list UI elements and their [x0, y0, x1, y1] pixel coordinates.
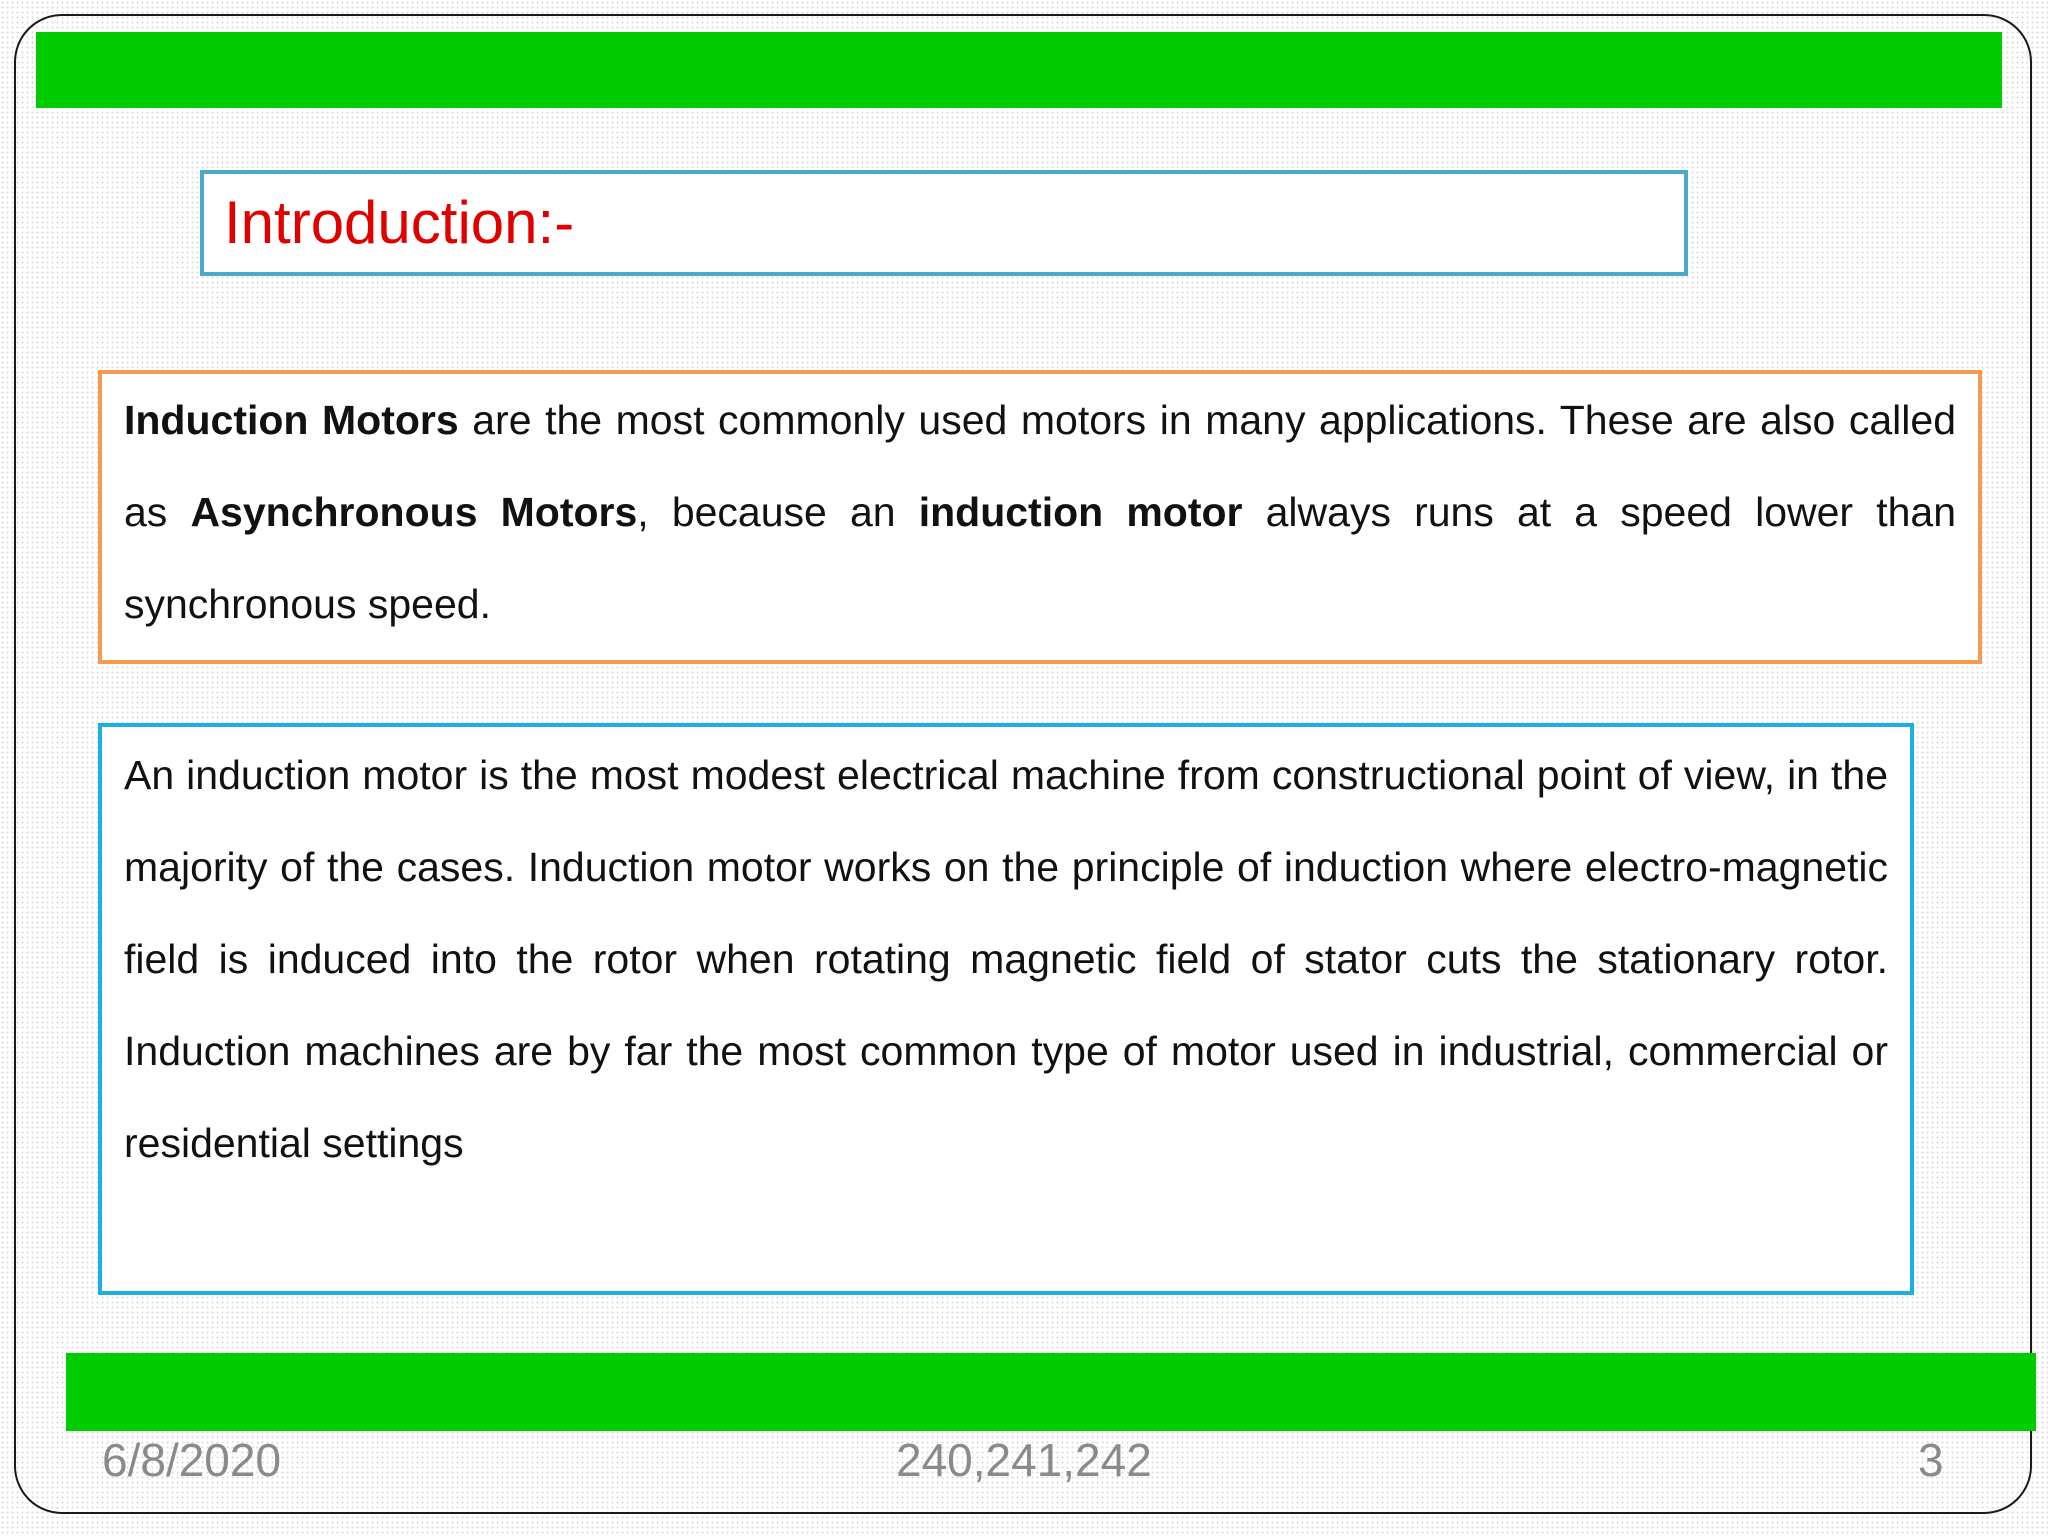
title-box [200, 170, 1688, 276]
intro-paragraph [124, 374, 1956, 650]
intro-text-3: always runs at a speed lower than synchronous speed. [124, 489, 1957, 627]
term-induction-motor: induction motor [918, 489, 1243, 535]
description-paragraph: An induction motor is the most modest electrical machine from constructional point of view, in the majority of the cases. Induction motor works on the principle of induction where electro-magnetic field is induced into the rotor when rotating magnetic field of stator cuts the stationary rotor. Induction machines are by far the most common type of motor used in industrial, commercial or residential settings [124, 752, 1888, 1166]
term-induction-motors: Induction Motors [124, 397, 459, 443]
intro-text-1: are the most commonly used motors in many applications. These are also called as [124, 397, 1956, 535]
footer-date: 6/8/2020 [102, 1434, 282, 1486]
footer-page-number: 3 [1918, 1434, 1944, 1486]
intro-text-2: , because an [637, 489, 919, 535]
intro-box [98, 370, 1982, 664]
slide-title: Introduction:- [224, 189, 575, 256]
term-asynchronous-motors: Asynchronous Motors [190, 489, 638, 535]
description-box [98, 723, 1914, 1295]
footer-center-text: 240,241,242 [896, 1434, 1152, 1486]
bottom-green-band [66, 1353, 2036, 1431]
top-green-band [36, 32, 2002, 108]
